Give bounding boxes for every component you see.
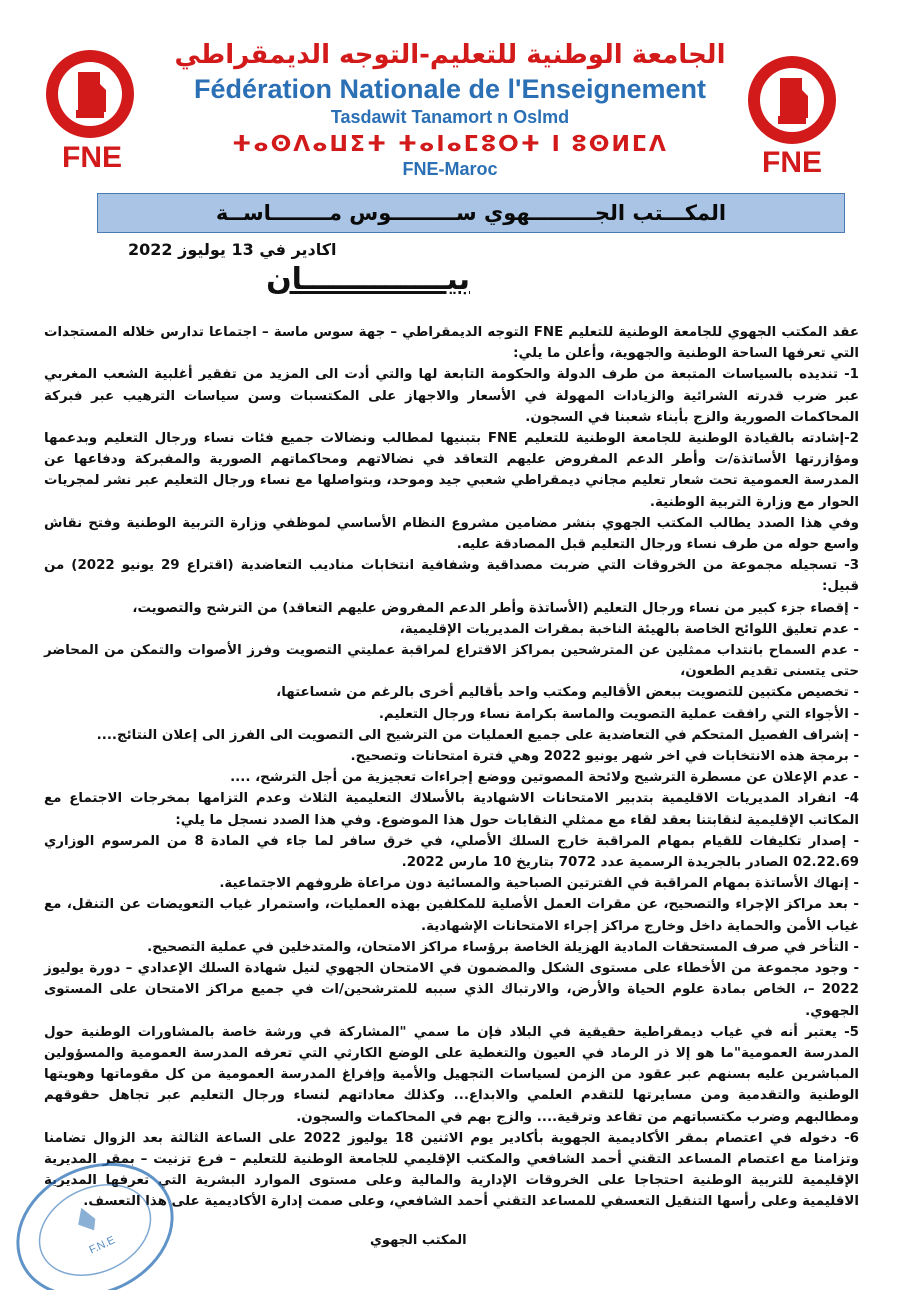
intro-paragraph: عقد المكتب الجهوي للجامعة الوطنية للتعليم FNE التوجه الديمقراطي – جهة سوس ماسة – اجتماعا تدارس خلاله المستجدات التي تعرفها الساحة الوطنية والجهوية، وأعلن ما يلي: (44, 325, 859, 362)
svg-text:FNE: FNE (762, 146, 822, 178)
point-3-item: - تخصيص مكتبين للتصويت ببعض الأقاليم ومكتب واحد بأقاليم أخرى بالرغم من شساعتها، (276, 685, 859, 701)
federation-stamp (0, 1120, 190, 1290)
regional-office-banner: المكـــتب الجـــــــــهوي ســـــــــوس مــــــــاســة (97, 193, 845, 233)
point-4-item: - إصدار تكليفات للقيام بمهام المراقبة خارج السلك الأصلي، في خرق سافر لما جاء في المادة 8 من المرسوم الوزاري 02.22.69 الصادر بالجريدة الرسمية عدد 7072 بتاريخ 10 مارس 2022. (44, 833, 859, 871)
point-3: 3- تسجيله مجموعة من الخروقات التي ضربت مصداقية وشفافية انتخابات مناديب التعاضدية (اقتراع 29 يونيو 2022) من قبيل: (44, 558, 860, 595)
point-1: 1- تنديده بالسياسات المتبعة من طرف الدولة والحكومة التابعة لها والتي أدت الى المزيد من تفقير أغلبية الشعب المغربي عبر ضرب قدرته الشرائية والزيادات المهولة في الأسعار والاجهاز على المكتسبات وسن سياسات الترهيب عبر فبركة المحاكمات الصورية والزج بأبناء شعبنا في السجون. (44, 367, 859, 425)
point-4-item: - وجود مجموعة من الأخطاء على مستوى الشكل والمضمون في الامتحان الجهوي لنيل شهادة السلك الإعدادي – دورة يوليوز 2022 –، الخاص بمادة علوم الحياة والأرض، والارتباك الذي سببه للمترشحين/ات في جميع مراكز الامتحان على المستوى الجهوي. (44, 961, 859, 1019)
point-4-item: - التأخر في صرف المستحقات المادية الهزيلة الخاصة برؤساء مراكز الامتحان، والمتدخلين في عملية التصحيح. (147, 939, 859, 955)
point-3-item: - إقصاء جزء كبير من نساء ورجال التعليم (الأساتذة وأطر الدعم المفروض عليهم التعاقد) من الترشح والتصويت، (132, 600, 859, 616)
point-6: 6- دخوله في اعتصام بمقر الأكاديمية الجهوية بأكادير يوم الاثنين 18 يوليوز 2022 على الساعة الثالثة بعد الزوال تضامنا وتزامنا مع اعتصام المساعد التقني أحمد الشافعي والمكتب الإقليمي للجامعة الوطنية للتعليم – فرع تزنيت – بمقر المديرية الإقليمية للتربية الوطنية احتجاجا على الخروقات الإدارية والمالية وعلى مستوى الموارد البشرية التي تعرفها المديرية الاقليمية وعلى رأسها التنقيل التعسفي للمساعد التقني أحمد الشافعي، وعلى صمت إدارة الأكاديمية على هذا التعسف. (44, 1130, 859, 1210)
fne-logo-right (728, 48, 858, 178)
point-3-item: - عدم السماح بانتداب ممثلين عن المترشحين بمراكز الاقتراع لمراقبة عمليتي التصويت وفرز الأصوات والتمكن من المحاضر حتى يتسنى تقديم الطعون، (44, 643, 859, 680)
statement-body (44, 322, 859, 1213)
point-2: 2-إشادته بالقيادة الوطنية للجامعة الوطنية للتعليم FNE بتبنيها لمطالب ونضالات جميع فئات نساء ورجال التعليم وبدعمها ومؤازرتها الأساتذة/ت وأطر الدعم المفروض عليهم التعاقد في نضالاتهم ومحاكماتهم الصورية والمفبركة ودفاعها عن المدرسة العمومية تحت شعار تعليم مجاني ديمقراطي شعبي جيد وموحد، وبتواصلها مع نساء ورجال التعليم عبر نشر لمجريات الحوار مع وزارة التربية الوطنية. (44, 431, 859, 510)
point-4: 4- انفراد المديريات الاقليمية بتدبير الامتحانات الاشهادية بالأسلاك التعليمية الثلاث وعدم التزامها بمخرجات الاجتماع مع المكاتب الإقليمية لنقابتنا بعقد لقاء مع ممثلي النقابات حول هذا الموضوع. وفي هذا الصدد نسجل ما يلي: (44, 791, 859, 828)
point-5: 5- يعتبر أنه في غياب ديمقراطية حقيقية في البلاد فإن ما سمي "المشاركة في ورشة خاصة بالمشاورات الوطنية حول المدرسة العمومية"ما هو إلا ذر الرماد في العيون والتغطية على الوضع الكارثي التي تعرفه المدرسة العمومية والمسؤولين المباشرين عليه بسنهم عبر عقود من الزمن لسياسات التجهيل والأمية وإفراغ المدرسة العمومية من كل مقوماتها وهويتها الوطنية والتقدمية ومن مسايرتها للتقدم العلمي والابداع... وكذلك معاداتهم لنساء ورجال التعليم عبر تجاهل حقوقهم ومطالبهم وضرب مكتسباتهم من تقاعد وترقية.... والزج بهم في المحاكمات والسجون. (44, 1024, 859, 1125)
point-3-item: - برمجة هذه الانتخابات في اخر شهر يونيو 2022 وهي فترة امتحانات وتصحيح. (350, 749, 859, 765)
svg-text:F.N.E: F.N.E (87, 1234, 117, 1257)
point-3-item: - الأجواء التي رافقت عملية التصويت والماسة بكرامة نساء ورجال التعليم. (378, 706, 859, 722)
signature-regional-office: المكتب الجهوي (370, 1233, 467, 1248)
svg-text:FNE: FNE (62, 141, 122, 172)
arabic-federation-title: الجامعة الوطنية للتعليم-التوجه الديمقراطي (174, 40, 726, 70)
point-4-item: - إنهاك الأساتذة بمهام المراقبة في الفترتين الصباحية والمسائية دون مراعاة ظروفهم الاجتماعية. (219, 876, 859, 892)
point-4-item: - بعد مراكز الإجراء والتصحيح، عن مقرات العمل الأصلية للمكلفين بهذه العمليات، واستمرار غياب التعويضات عن التنقل، مع غياب الأمن والحماية داخل وخارج مراكز إجراء الامتحانات الإشهادية. (44, 897, 859, 934)
point-3-item: - عدم تعليق اللوائح الخاصة بالهيئة الناخبة بمقرات المديريات الإقليمية، (399, 621, 859, 637)
french-federation-title: Fédération Nationale de l'Enseignement (193, 74, 707, 104)
document-date: اكادير في 13 يوليوز 2022 (128, 240, 337, 259)
point-3-item: - إشراف الفصيل المتحكم في التعاضدية على جميع العمليات من الترشيح الى التصويت الى الفرز الى إعلان النتائج.... (96, 727, 859, 743)
point-2-demand: وفي هذا الصدد يطالب المكتب الجهوي بنشر مضامين مشروع النظام الأساسي لموظفي وزارة التربية الوطنية وفتح نقاش واسع حوله من طرف نساء ورجال التعليم قبل المصادقة عليه. (44, 515, 859, 553)
amazigh-latin-title: Tasdawit Tanamort n Oslmd (330, 107, 570, 127)
point-3-item: - عدم الإعلان عن مسطرة الترشيح ولائحة المصوتين ووضع إجراءات تعجيزية من أجل الترشح، .... (230, 770, 859, 786)
country-label: FNE-Maroc (402, 159, 498, 179)
fne-logo-left (32, 42, 162, 172)
amazigh-tifinagh-title: ⵜⴰⵙⴷⴰⵡⵉⵜ ⵜⴰⵏⴰⵎⵓⵔⵜ ⵏ ⵓⵙⵍⵎⴷ (232, 132, 668, 157)
letterhead (170, 40, 730, 180)
statement-title: بيــــــــــــــان (266, 262, 470, 297)
